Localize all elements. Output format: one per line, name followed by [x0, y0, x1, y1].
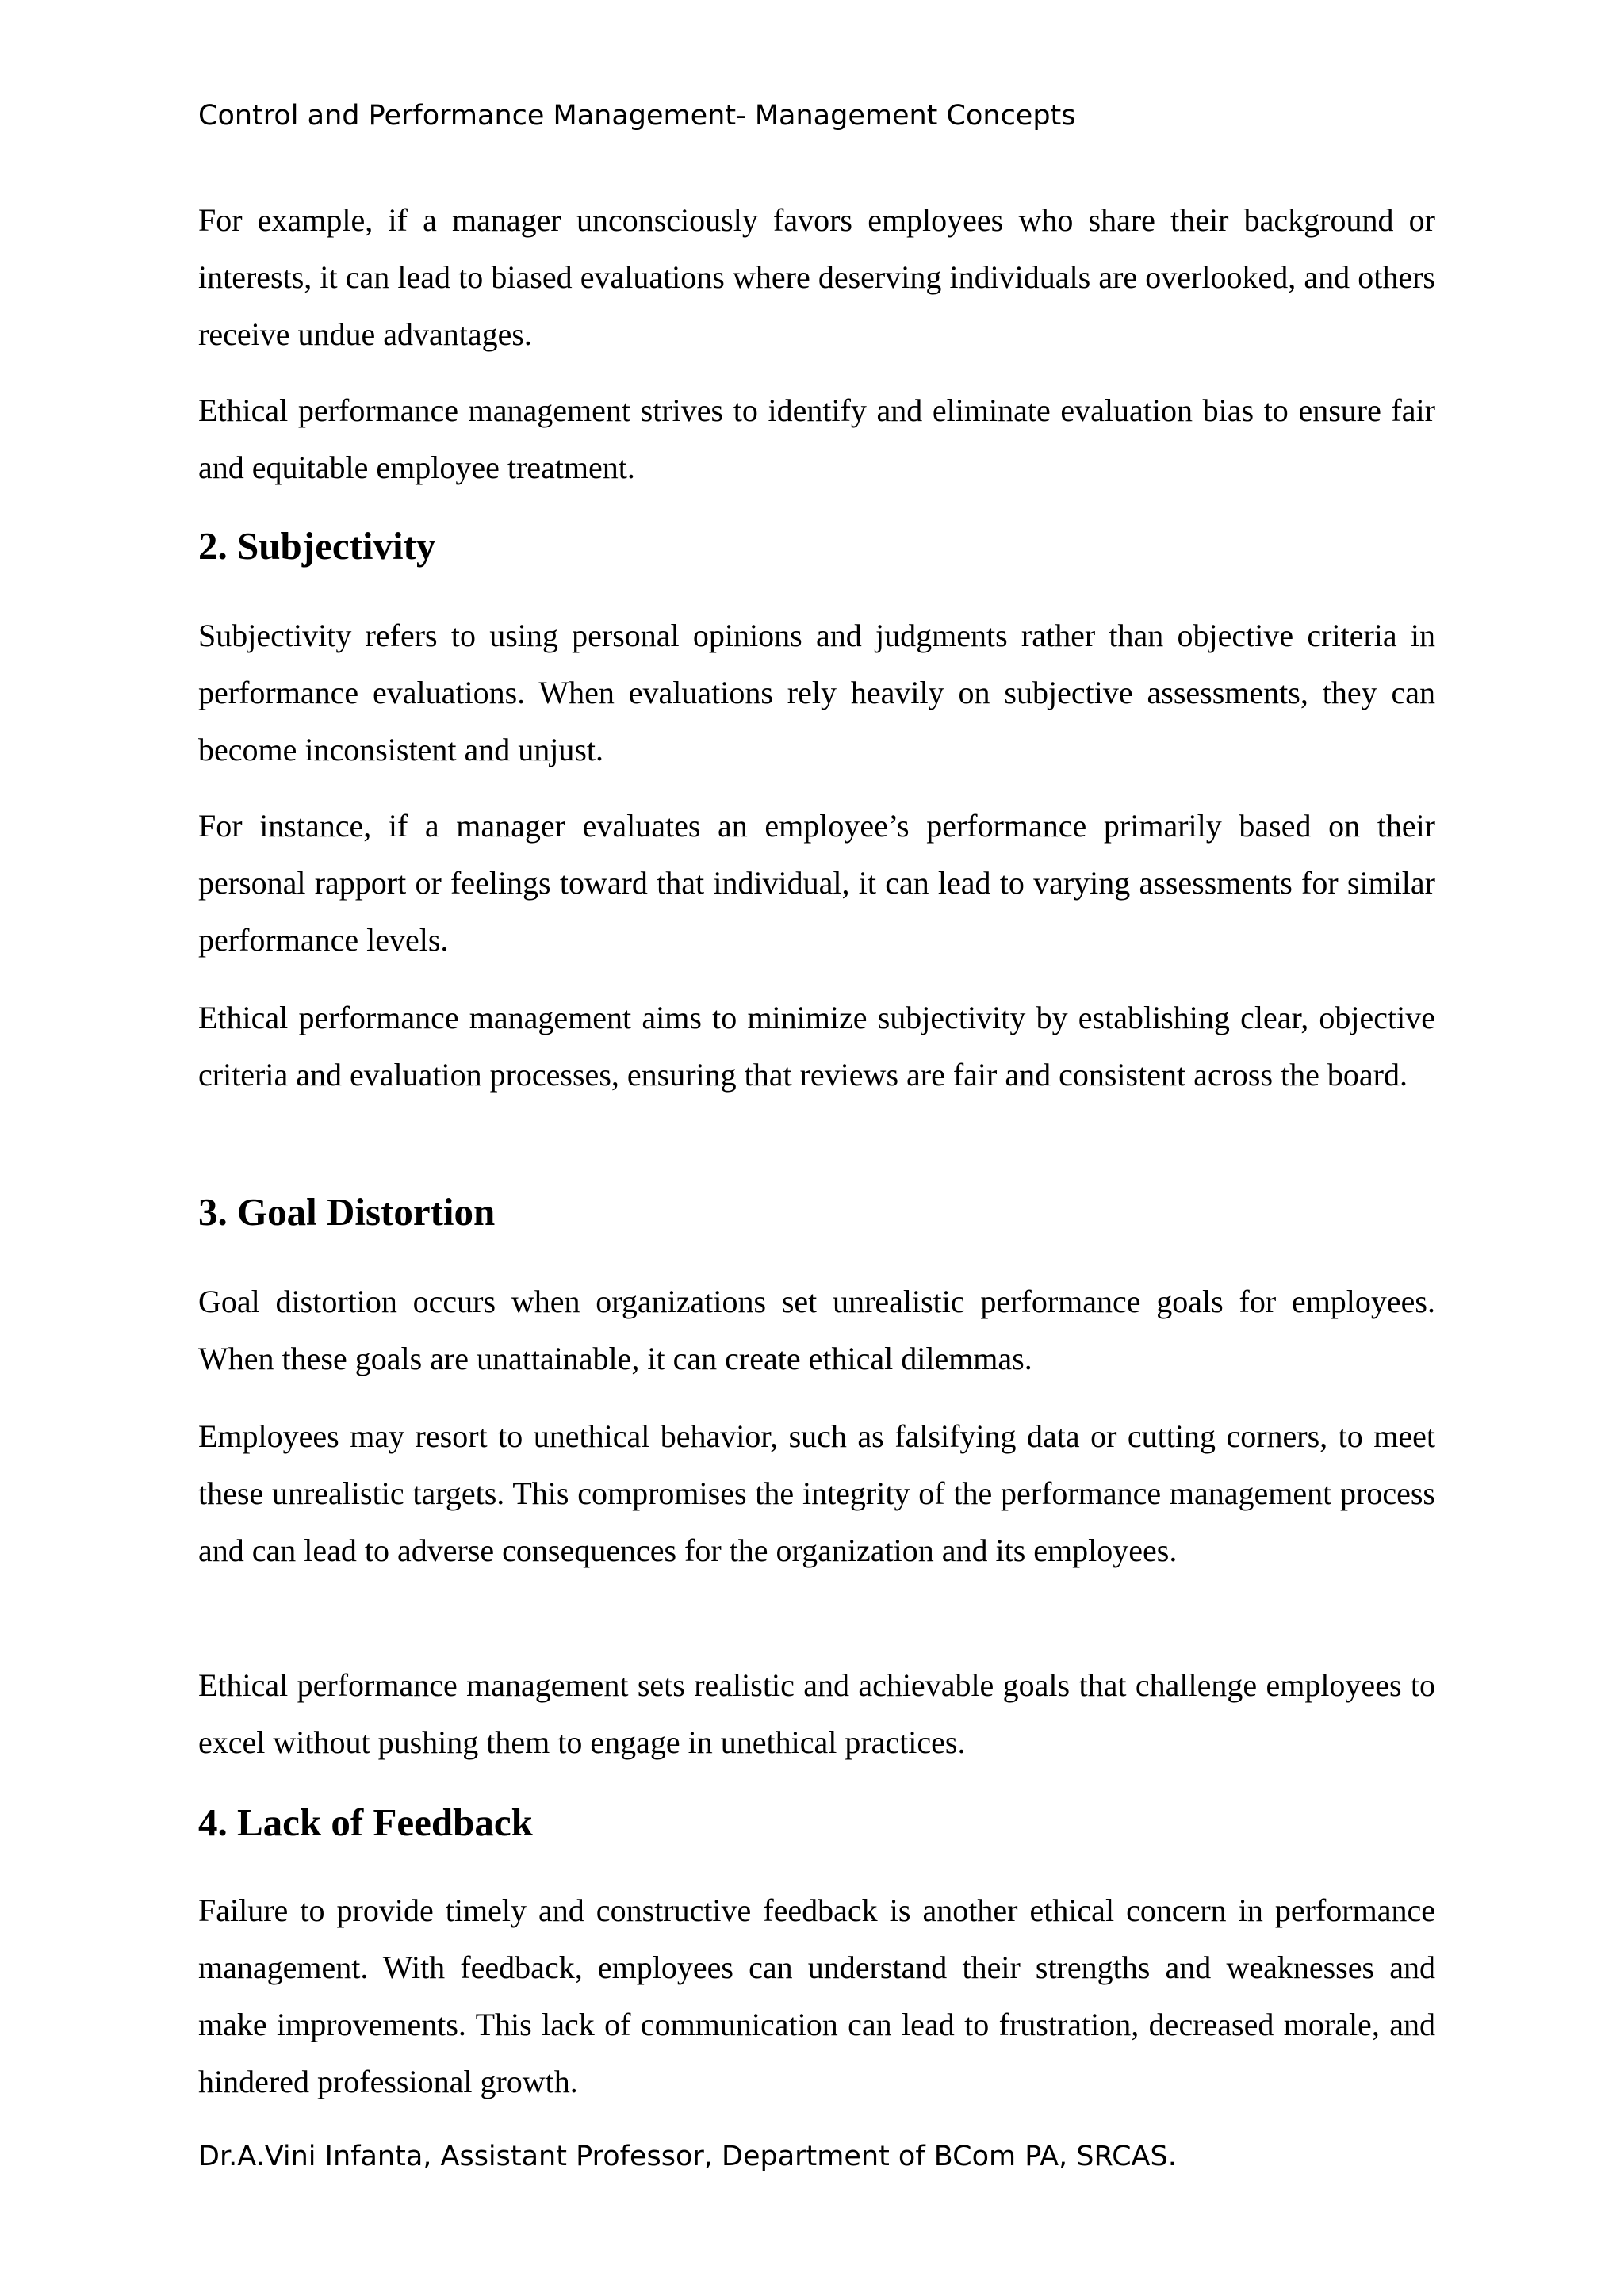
heading-goal-distortion: 3. Goal Distortion — [198, 1190, 496, 1234]
page-footer: Dr.A.Vini Infanta, Assistant Professor, Department of BCom PA, SRCAS. — [198, 2141, 1177, 2172]
page-header: Control and Performance Management- Management Concepts — [198, 100, 1076, 132]
paragraph-unethical-behavior: Employees may resort to unethical behavior, such as falsifying data or cutting corners, to meet these unrealistic targets. This compromises the integrity of the performance management process and can lead to adverse consequences for the organization and its employees. — [198, 1418, 1435, 1568]
paragraph-realistic-goals: Ethical performance management sets realistic and achievable goals that challenge employees to excel without pushing them to engage in unethical practices. — [198, 1667, 1435, 1760]
paragraph-example-bias: For example, if a manager unconsciously favors employees who share their background or interests, it can lead to biased evaluations where deserving individuals are overlooked, and others receive undue advantages. — [198, 202, 1435, 352]
paragraph-subjectivity-instance: For instance, if a manager evaluates an employee’s performance primarily based on their personal rapport or feelings toward that individual, it can lead to varying assessments for similar performance levels. — [198, 808, 1435, 958]
paragraph-feedback-concern: Failure to provide timely and constructive feedback is another ethical concern in performance management. With feedback, employees can understand their strengths and weaknesses and make improvements. This lack of communication can lead to frustration, decreased morale, and hindered professional growth. — [198, 1892, 1435, 2099]
paragraph-eliminate-bias: Ethical performance management strives to identify and eliminate evaluation bias to ensure fair and equitable employee treatment. — [198, 392, 1435, 485]
paragraph-goal-distortion-definition: Goal distortion occurs when organizations set unrealistic performance goals for employees. When these goals are unattainable, it can create ethical dilemmas. — [198, 1284, 1435, 1376]
heading-subjectivity: 2. Subjectivity — [198, 524, 436, 568]
paragraph-subjectivity-definition: Subjectivity refers to using personal opinions and judgments rather than objective criteria in performance evaluations. When evaluations rely heavily on subjective assessments, they can become inconsistent and unjust. — [198, 618, 1435, 767]
heading-lack-of-feedback: 4. Lack of Feedback — [198, 1800, 533, 1844]
paragraph-minimize-subjectivity: Ethical performance management aims to minimize subjectivity by establishing clear, objective criteria and evaluation processes, ensuring that reviews are fair and consistent across the board. — [198, 1000, 1435, 1093]
